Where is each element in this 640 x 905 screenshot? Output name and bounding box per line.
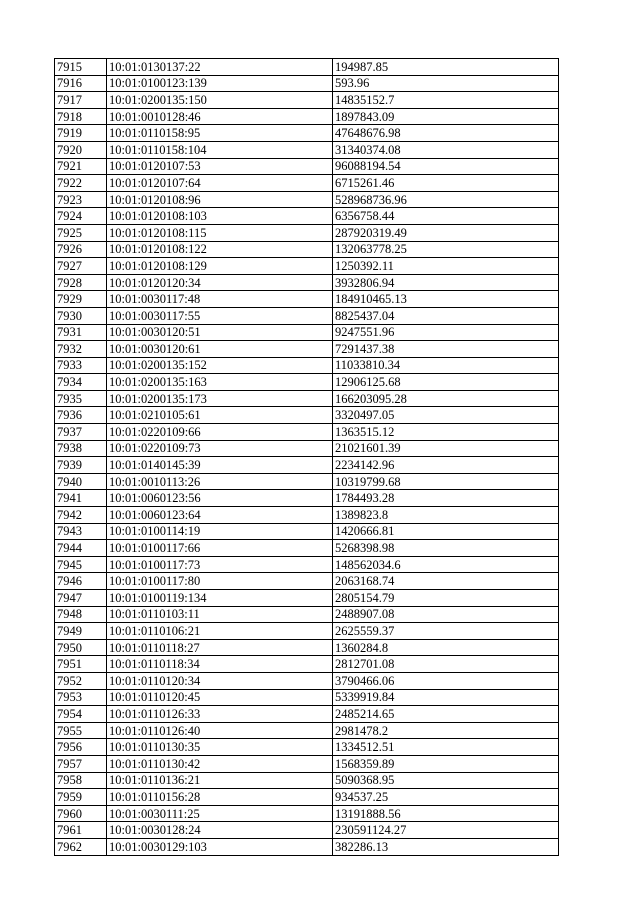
value-cell: 1897843.09: [333, 108, 559, 125]
row-id-cell: 7927: [55, 258, 107, 275]
value-cell: 2234142.96: [333, 457, 559, 474]
table-row: [55, 258, 559, 275]
value-cell: 7291437.38: [333, 341, 559, 358]
table-row: [55, 706, 559, 723]
table-row: [55, 540, 559, 557]
cadastral-number-cell: 10:01:0120107:64: [107, 175, 333, 192]
value-cell: 1250392.11: [333, 258, 559, 275]
value-cell: 47648676.98: [333, 125, 559, 142]
cadastral-number-cell: 10:01:0030117:55: [107, 307, 333, 324]
table-row: [55, 390, 559, 407]
table-row: [55, 838, 559, 855]
table-row: [55, 656, 559, 673]
table-row: [55, 291, 559, 308]
cadastral-number-cell: 10:01:0100123:139: [107, 75, 333, 92]
cadastral-number-cell: 10:01:0030117:48: [107, 291, 333, 308]
row-id-cell: 7916: [55, 75, 107, 92]
table-row: [55, 556, 559, 573]
row-id-cell: 7940: [55, 473, 107, 490]
table-row: [55, 755, 559, 772]
row-id-cell: 7934: [55, 374, 107, 391]
cadastral-number-cell: 10:01:0110158:95: [107, 125, 333, 142]
row-id-cell: 7945: [55, 556, 107, 573]
value-cell: 12906125.68: [333, 374, 559, 391]
value-cell: 8825437.04: [333, 307, 559, 324]
table-row: [55, 241, 559, 258]
value-cell: 31340374.08: [333, 141, 559, 158]
table-row: [55, 739, 559, 756]
cadastral-number-cell: 10:01:0210105:61: [107, 407, 333, 424]
row-id-cell: 7935: [55, 390, 107, 407]
value-cell: 1360284.8: [333, 639, 559, 656]
value-cell: 5339919.84: [333, 689, 559, 706]
cadastral-number-cell: 10:01:0110126:33: [107, 706, 333, 723]
table-row: [55, 772, 559, 789]
table-row: [55, 822, 559, 839]
value-cell: 1363515.12: [333, 424, 559, 441]
table-row: [55, 523, 559, 540]
cadastral-number-cell: 10:01:0110158:104: [107, 141, 333, 158]
table-row: [55, 324, 559, 341]
row-id-cell: 7929: [55, 291, 107, 308]
table-row: [55, 191, 559, 208]
cadastral-number-cell: 10:01:0030120:61: [107, 341, 333, 358]
value-cell: 382286.13: [333, 838, 559, 855]
row-id-cell: 7942: [55, 507, 107, 524]
value-cell: 593.96: [333, 75, 559, 92]
value-cell: 9247551.96: [333, 324, 559, 341]
data-table: [54, 58, 559, 856]
table-row: [55, 639, 559, 656]
cadastral-number-cell: 10:01:0200135:150: [107, 92, 333, 109]
value-cell: 96088194.54: [333, 158, 559, 175]
row-id-cell: 7937: [55, 424, 107, 441]
row-id-cell: 7920: [55, 141, 107, 158]
cadastral-number-cell: 10:01:0030111:25: [107, 805, 333, 822]
row-id-cell: 7953: [55, 689, 107, 706]
row-id-cell: 7926: [55, 241, 107, 258]
row-id-cell: 7938: [55, 440, 107, 457]
table-row: [55, 424, 559, 441]
value-cell: 3932806.94: [333, 274, 559, 291]
table-row: [55, 307, 559, 324]
row-id-cell: 7933: [55, 357, 107, 374]
value-cell: 21021601.39: [333, 440, 559, 457]
value-cell: 14835152.7: [333, 92, 559, 109]
row-id-cell: 7922: [55, 175, 107, 192]
table-row: [55, 689, 559, 706]
value-cell: 2063168.74: [333, 573, 559, 590]
table-row: [55, 457, 559, 474]
value-cell: 2625559.37: [333, 623, 559, 640]
row-id-cell: 7923: [55, 191, 107, 208]
row-id-cell: 7946: [55, 573, 107, 590]
value-cell: 5090368.95: [333, 772, 559, 789]
row-id-cell: 7954: [55, 706, 107, 723]
row-id-cell: 7939: [55, 457, 107, 474]
value-cell: 2488907.08: [333, 606, 559, 623]
cadastral-number-cell: 10:01:0010128:46: [107, 108, 333, 125]
cadastral-number-cell: 10:01:0030120:51: [107, 324, 333, 341]
cadastral-number-cell: 10:01:0110118:27: [107, 639, 333, 656]
row-id-cell: 7944: [55, 540, 107, 557]
cadastral-number-cell: 10:01:0120108:103: [107, 208, 333, 225]
table-row: [55, 108, 559, 125]
cadastral-number-cell: 10:01:0200135:173: [107, 390, 333, 407]
cadastral-number-cell: 10:01:0120108:96: [107, 191, 333, 208]
table-row: [55, 374, 559, 391]
table-row: [55, 573, 559, 590]
value-cell: 10319799.68: [333, 473, 559, 490]
value-cell: 934537.25: [333, 789, 559, 806]
row-id-cell: 7959: [55, 789, 107, 806]
table-row: [55, 175, 559, 192]
row-id-cell: 7936: [55, 407, 107, 424]
cadastral-number-cell: 10:01:0200135:152: [107, 357, 333, 374]
table-row: [55, 274, 559, 291]
cadastral-number-cell: 10:01:0060123:64: [107, 507, 333, 524]
cadastral-number-cell: 10:01:0100117:73: [107, 556, 333, 573]
value-cell: 11033810.34: [333, 357, 559, 374]
value-cell: 184910465.13: [333, 291, 559, 308]
cadastral-number-cell: 10:01:0220109:73: [107, 440, 333, 457]
table-row: [55, 473, 559, 490]
row-id-cell: 7950: [55, 639, 107, 656]
table-row: [55, 224, 559, 241]
row-id-cell: 7962: [55, 838, 107, 855]
value-cell: 1420666.81: [333, 523, 559, 540]
cadastral-number-cell: 10:01:0110120:45: [107, 689, 333, 706]
cadastral-number-cell: 10:01:0110118:34: [107, 656, 333, 673]
row-id-cell: 7930: [55, 307, 107, 324]
value-cell: 528968736.96: [333, 191, 559, 208]
value-cell: 13191888.56: [333, 805, 559, 822]
table-row: [55, 805, 559, 822]
cadastral-number-cell: 10:01:0060123:56: [107, 490, 333, 507]
cadastral-number-cell: 10:01:0200135:163: [107, 374, 333, 391]
row-id-cell: 7951: [55, 656, 107, 673]
cadastral-number-cell: 10:01:0140145:39: [107, 457, 333, 474]
table-row: [55, 92, 559, 109]
cadastral-number-cell: 10:01:0130137:22: [107, 59, 333, 76]
row-id-cell: 7931: [55, 324, 107, 341]
table-row: [55, 507, 559, 524]
cadastral-number-cell: 10:01:0030128:24: [107, 822, 333, 839]
row-id-cell: 7960: [55, 805, 107, 822]
value-cell: 287920319.49: [333, 224, 559, 241]
value-cell: 1784493.28: [333, 490, 559, 507]
table-row: [55, 407, 559, 424]
cadastral-number-cell: 10:01:0120108:115: [107, 224, 333, 241]
cadastral-number-cell: 10:01:0110120:34: [107, 672, 333, 689]
cadastral-number-cell: 10:01:0100117:66: [107, 540, 333, 557]
row-id-cell: 7941: [55, 490, 107, 507]
value-cell: 2812701.08: [333, 656, 559, 673]
value-cell: 6715261.46: [333, 175, 559, 192]
row-id-cell: 7943: [55, 523, 107, 540]
table-row: [55, 722, 559, 739]
table-row: [55, 208, 559, 225]
value-cell: 194987.85: [333, 59, 559, 76]
row-id-cell: 7924: [55, 208, 107, 225]
row-id-cell: 7955: [55, 722, 107, 739]
row-id-cell: 7928: [55, 274, 107, 291]
table-row: [55, 141, 559, 158]
row-id-cell: 7961: [55, 822, 107, 839]
table-row: [55, 125, 559, 142]
cadastral-number-cell: 10:01:0110106:21: [107, 623, 333, 640]
row-id-cell: 7917: [55, 92, 107, 109]
row-id-cell: 7921: [55, 158, 107, 175]
cadastral-number-cell: 10:01:0110136:21: [107, 772, 333, 789]
cadastral-number-cell: 10:01:0110130:35: [107, 739, 333, 756]
table-row: [55, 59, 559, 76]
table-row: [55, 357, 559, 374]
cadastral-number-cell: 10:01:0120107:53: [107, 158, 333, 175]
cadastral-number-cell: 10:01:0030129:103: [107, 838, 333, 855]
table-row: [55, 440, 559, 457]
cadastral-number-cell: 10:01:0010113:26: [107, 473, 333, 490]
row-id-cell: 7918: [55, 108, 107, 125]
row-id-cell: 7949: [55, 623, 107, 640]
value-cell: 1334512.51: [333, 739, 559, 756]
table-row: [55, 341, 559, 358]
value-cell: 5268398.98: [333, 540, 559, 557]
value-cell: 2981478.2: [333, 722, 559, 739]
row-id-cell: 7919: [55, 125, 107, 142]
table-row: [55, 606, 559, 623]
value-cell: 2485214.65: [333, 706, 559, 723]
cadastral-number-cell: 10:01:0100114:19: [107, 523, 333, 540]
cadastral-number-cell: 10:01:0110156:28: [107, 789, 333, 806]
cadastral-number-cell: 10:01:0220109:66: [107, 424, 333, 441]
value-cell: 3790466.06: [333, 672, 559, 689]
table-row: [55, 158, 559, 175]
table-row: [55, 672, 559, 689]
row-id-cell: 7932: [55, 341, 107, 358]
table-body: [55, 59, 559, 856]
value-cell: 3320497.05: [333, 407, 559, 424]
row-id-cell: 7948: [55, 606, 107, 623]
row-id-cell: 7957: [55, 755, 107, 772]
value-cell: 148562034.6: [333, 556, 559, 573]
cadastral-number-cell: 10:01:0100119:134: [107, 590, 333, 607]
cadastral-number-cell: 10:01:0120108:129: [107, 258, 333, 275]
value-cell: 2805154.79: [333, 590, 559, 607]
value-cell: 1389823.8: [333, 507, 559, 524]
table-row: [55, 590, 559, 607]
table-row: [55, 789, 559, 806]
value-cell: 6356758.44: [333, 208, 559, 225]
cadastral-number-cell: 10:01:0110130:42: [107, 755, 333, 772]
value-cell: 132063778.25: [333, 241, 559, 258]
row-id-cell: 7915: [55, 59, 107, 76]
cadastral-number-cell: 10:01:0120108:122: [107, 241, 333, 258]
cadastral-number-cell: 10:01:0100117:80: [107, 573, 333, 590]
table-row: [55, 623, 559, 640]
row-id-cell: 7947: [55, 590, 107, 607]
cadastral-number-cell: 10:01:0110126:40: [107, 722, 333, 739]
table-row: [55, 490, 559, 507]
row-id-cell: 7958: [55, 772, 107, 789]
table-row: [55, 75, 559, 92]
cadastral-number-cell: 10:01:0110103:11: [107, 606, 333, 623]
row-id-cell: 7925: [55, 224, 107, 241]
value-cell: 166203095.28: [333, 390, 559, 407]
value-cell: 1568359.89: [333, 755, 559, 772]
value-cell: 230591124.27: [333, 822, 559, 839]
row-id-cell: 7956: [55, 739, 107, 756]
row-id-cell: 7952: [55, 672, 107, 689]
cadastral-number-cell: 10:01:0120120:34: [107, 274, 333, 291]
